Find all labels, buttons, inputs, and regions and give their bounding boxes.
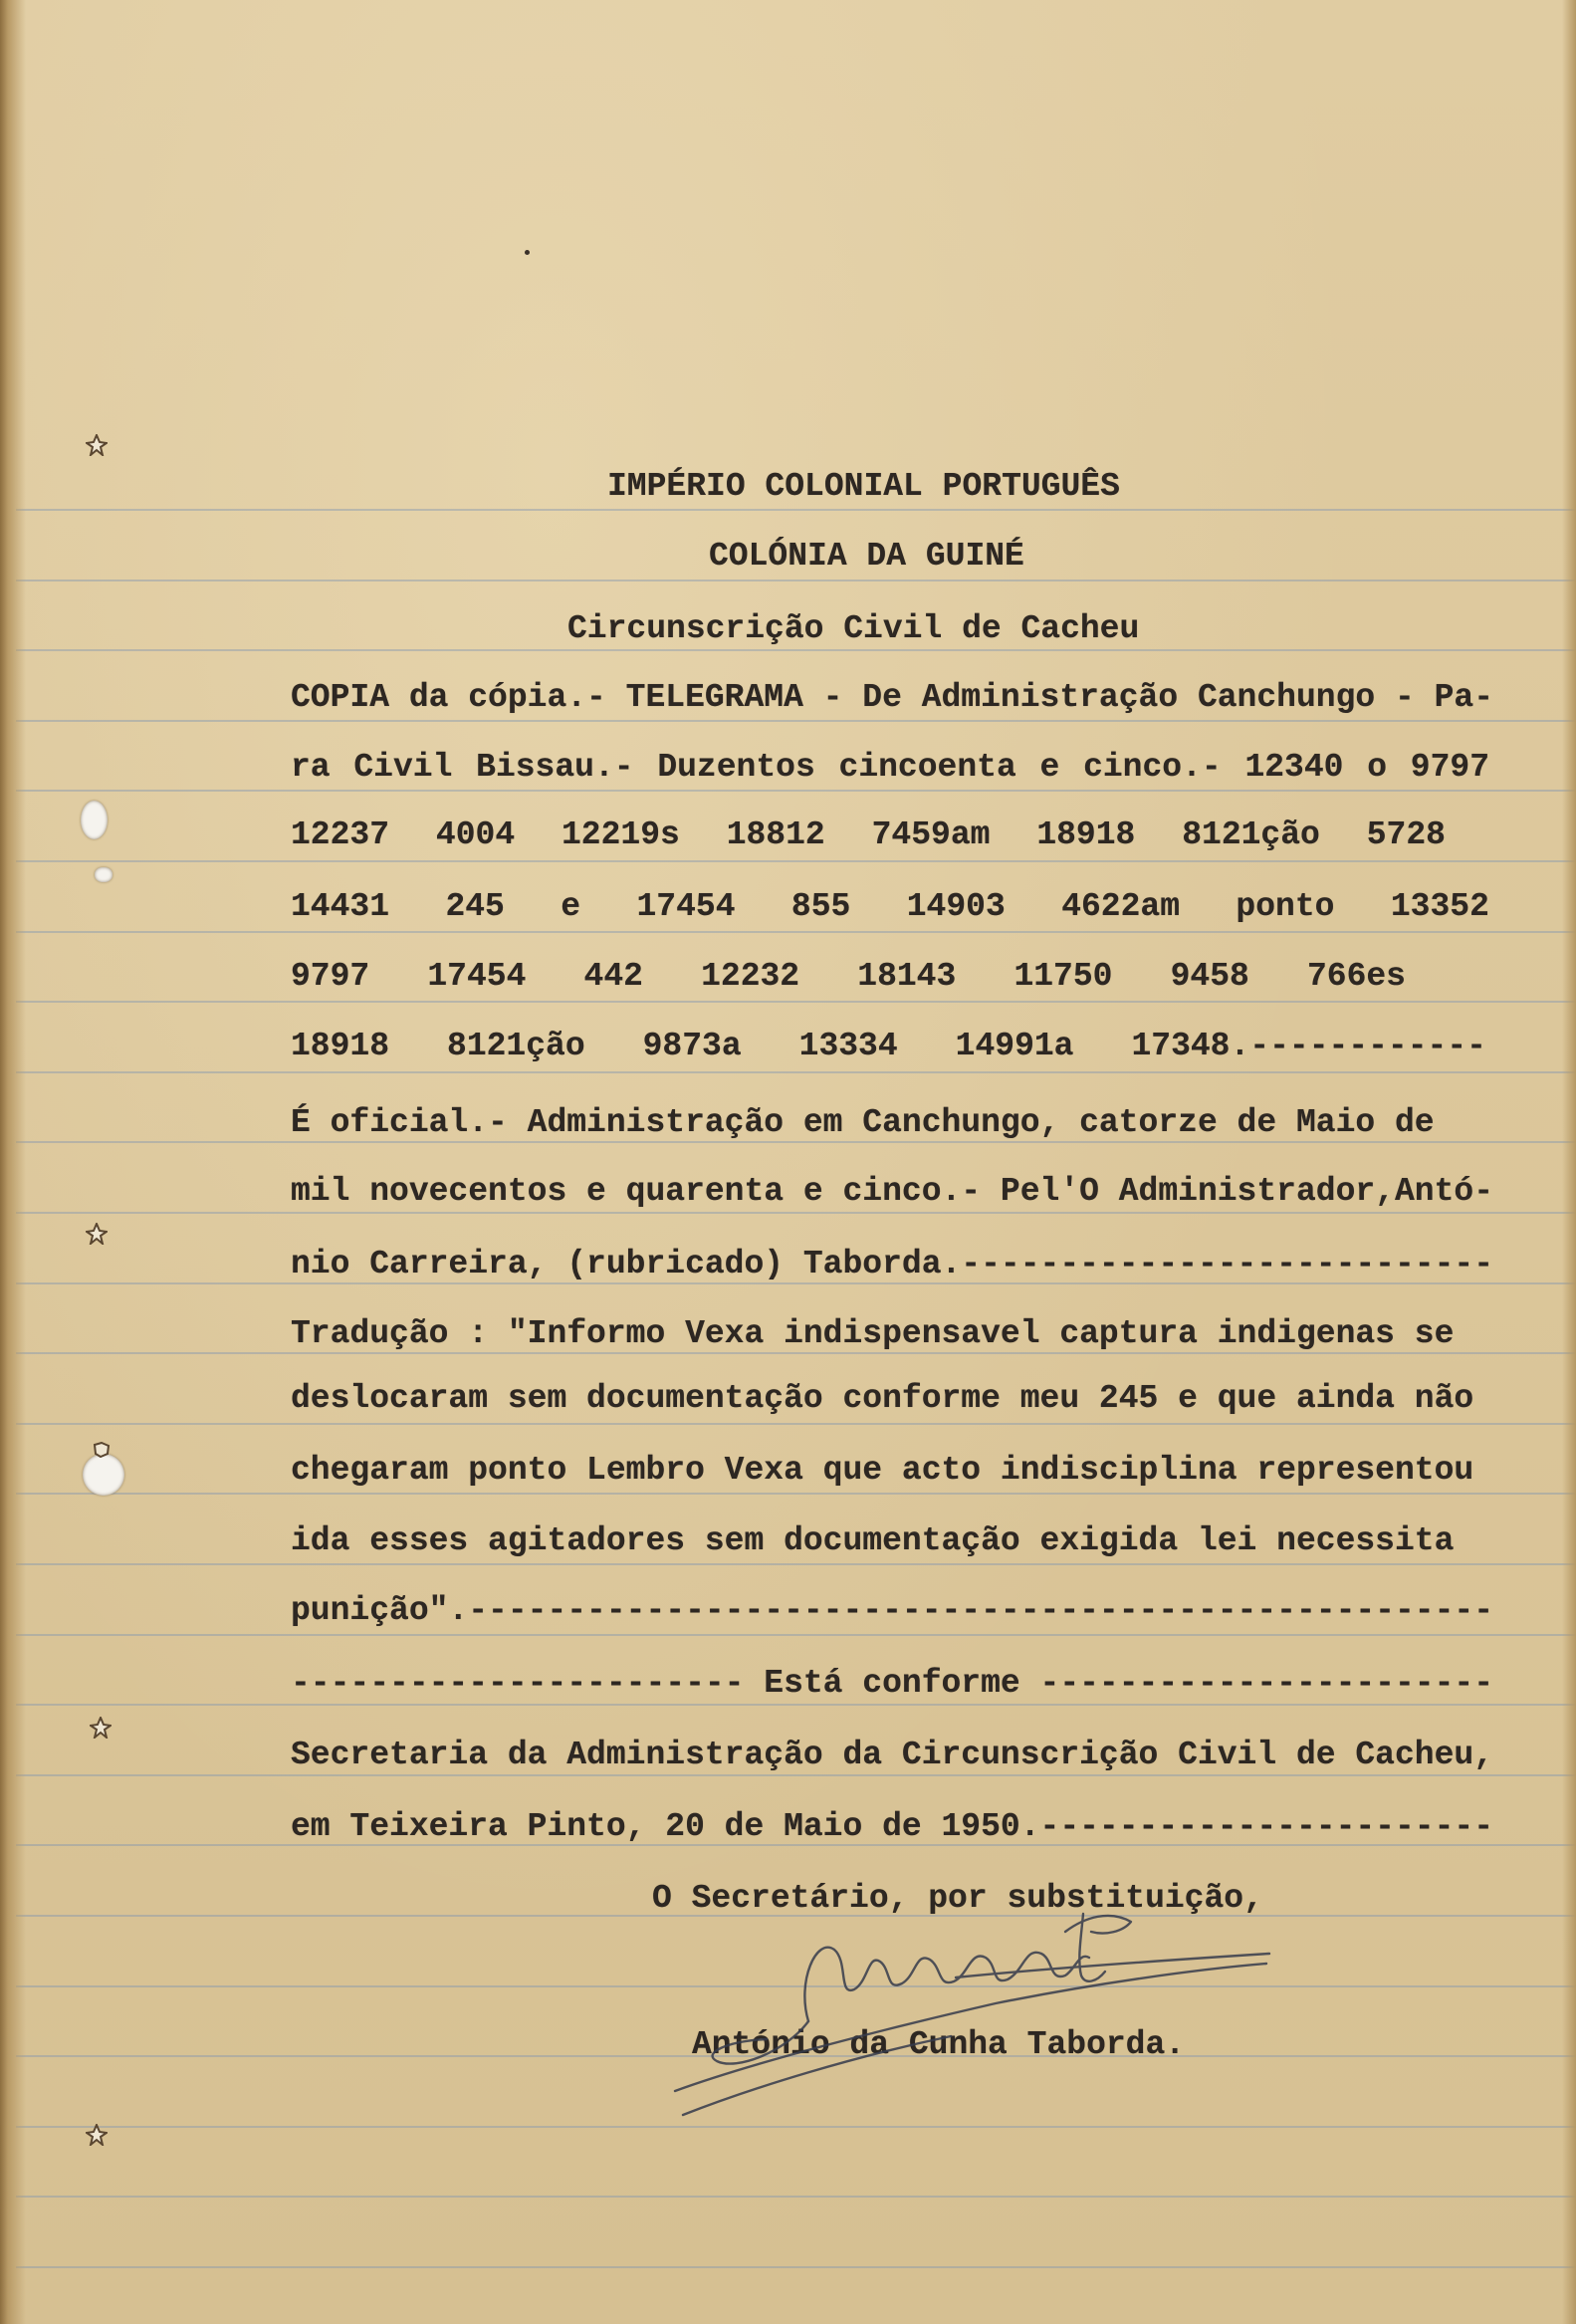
code-group: 7459am — [871, 816, 991, 853]
ruled-line — [16, 1423, 1576, 1425]
translation-line: deslocaram sem documentação conforme meu 245 e que ainda não — [291, 1380, 1474, 1417]
code-group: 18918 — [291, 1028, 390, 1064]
code-group: 12219s — [562, 816, 680, 853]
code-group: 17454 — [636, 888, 736, 925]
punch-hole — [83, 1454, 124, 1496]
code-group: 17348.------------ — [1131, 1028, 1486, 1064]
ruled-line — [16, 1985, 1576, 1987]
code-group: ponto — [1236, 888, 1335, 925]
code-group: 14431 — [291, 888, 390, 925]
ruled-line — [16, 2266, 1576, 2268]
paper-edge-left — [0, 0, 26, 2324]
ruled-line — [16, 1634, 1576, 1636]
code-group: 14991a — [955, 1028, 1074, 1064]
code-group: 12237 — [291, 816, 390, 853]
code-group: 9458 — [1170, 958, 1249, 995]
ruled-line — [16, 720, 1576, 722]
ruled-line — [16, 1493, 1576, 1495]
header-empire: IMPÉRIO COLONIAL PORTUGUÊS — [607, 468, 1120, 505]
code-group: 4004 — [435, 816, 516, 853]
binder-mark-icon — [86, 2124, 108, 2146]
code-group: 855 — [790, 888, 851, 925]
code-group: e — [561, 888, 581, 925]
code-group: 18812 — [726, 816, 825, 853]
code-group: 18918 — [1036, 816, 1136, 853]
code-group: 245 — [445, 888, 505, 925]
paper-edge-right — [1562, 0, 1576, 2324]
binder-mark-icon — [90, 1717, 112, 1739]
punch-hole-tear — [95, 867, 113, 882]
ruled-line — [16, 509, 1576, 511]
ruled-line — [16, 931, 1576, 933]
binder-mark-icon — [86, 1223, 108, 1245]
ruled-line — [16, 649, 1576, 651]
ruled-line — [16, 1704, 1576, 1706]
ruled-line — [16, 2126, 1576, 2128]
closing-line: em Teixeira Pinto, 20 de Maio de 1950.----------------------- — [291, 1808, 1493, 1845]
ruled-line — [16, 790, 1576, 792]
ruled-line — [16, 1212, 1576, 1214]
translation-line: ida esses agitadores sem documentação exigida lei necessita — [291, 1522, 1455, 1559]
ruled-line — [16, 1563, 1576, 1565]
code-group: 11750 — [1013, 958, 1113, 995]
code-group-row — [291, 957, 1406, 997]
code-group: 766es — [1306, 958, 1406, 995]
ruled-line — [16, 2196, 1576, 2198]
ruled-line — [16, 580, 1576, 581]
code-group-row — [291, 887, 1489, 927]
code-group: 13352 — [1390, 888, 1489, 925]
translation-line: Tradução : "Informo Vexa indispensavel captura indigenas se — [291, 1315, 1455, 1352]
telegram-line: COPIA da cópia.- TELEGRAMA - De Administração Canchungo - Pa- — [291, 679, 1493, 716]
conforme-line: ----------------------- Está conforme ----------------------- — [291, 1665, 1493, 1702]
code-group: 18143 — [857, 958, 957, 995]
certification-line: nio Carreira, (rubricado) Taborda.--------------------------- — [291, 1246, 1493, 1282]
telegram-line: ra Civil Bissau.- Duzentos cincoenta e cinco.- 12340 o 9797 — [291, 749, 1489, 786]
binder-mark-icon — [86, 434, 108, 456]
translation-line: chegaram ponto Lembro Vexa que acto indisciplina representou — [291, 1452, 1474, 1489]
header-district: Circunscrição Civil de Cacheu — [567, 610, 1140, 647]
code-group: 442 — [583, 958, 643, 995]
certification-line: É oficial.- Administração em Canchungo, catorze de Maio de — [291, 1104, 1435, 1141]
certification-line: mil novecentos e quarenta e cinco.- Pel'O Administrador,Antó- — [291, 1173, 1493, 1210]
code-group: 9873a — [642, 1028, 742, 1064]
signatory-name: António da Cunha Taborda. — [692, 2026, 1186, 2063]
code-group: 14903 — [906, 888, 1006, 925]
code-group: 17454 — [427, 958, 527, 995]
punch-hole — [81, 801, 108, 839]
header-colony: COLÓNIA DA GUINÉ — [709, 538, 1024, 575]
binder-mark-icon — [93, 1442, 111, 1458]
code-group: 8121ção — [447, 1028, 585, 1064]
ink-dot — [525, 250, 530, 255]
code-group: 8121ção — [1182, 816, 1320, 853]
code-group: 9797 — [291, 958, 370, 995]
code-group-row — [291, 815, 1446, 855]
code-group: 13334 — [798, 1028, 898, 1064]
code-group: 12232 — [701, 958, 800, 995]
ruled-line — [16, 1071, 1576, 1073]
closing-line: Secretaria da Administração da Circunscrição Civil de Cacheu, — [291, 1737, 1493, 1773]
signatory-title: O Secretário, por substituição, — [652, 1880, 1263, 1917]
ruled-line — [16, 860, 1576, 862]
ruled-line — [16, 1001, 1576, 1003]
code-group: 5728 — [1366, 816, 1446, 853]
code-group-row — [291, 1027, 1486, 1066]
code-group: 4622am — [1061, 888, 1181, 925]
translation-line: punição".---------------------------------------------------- — [291, 1592, 1493, 1629]
